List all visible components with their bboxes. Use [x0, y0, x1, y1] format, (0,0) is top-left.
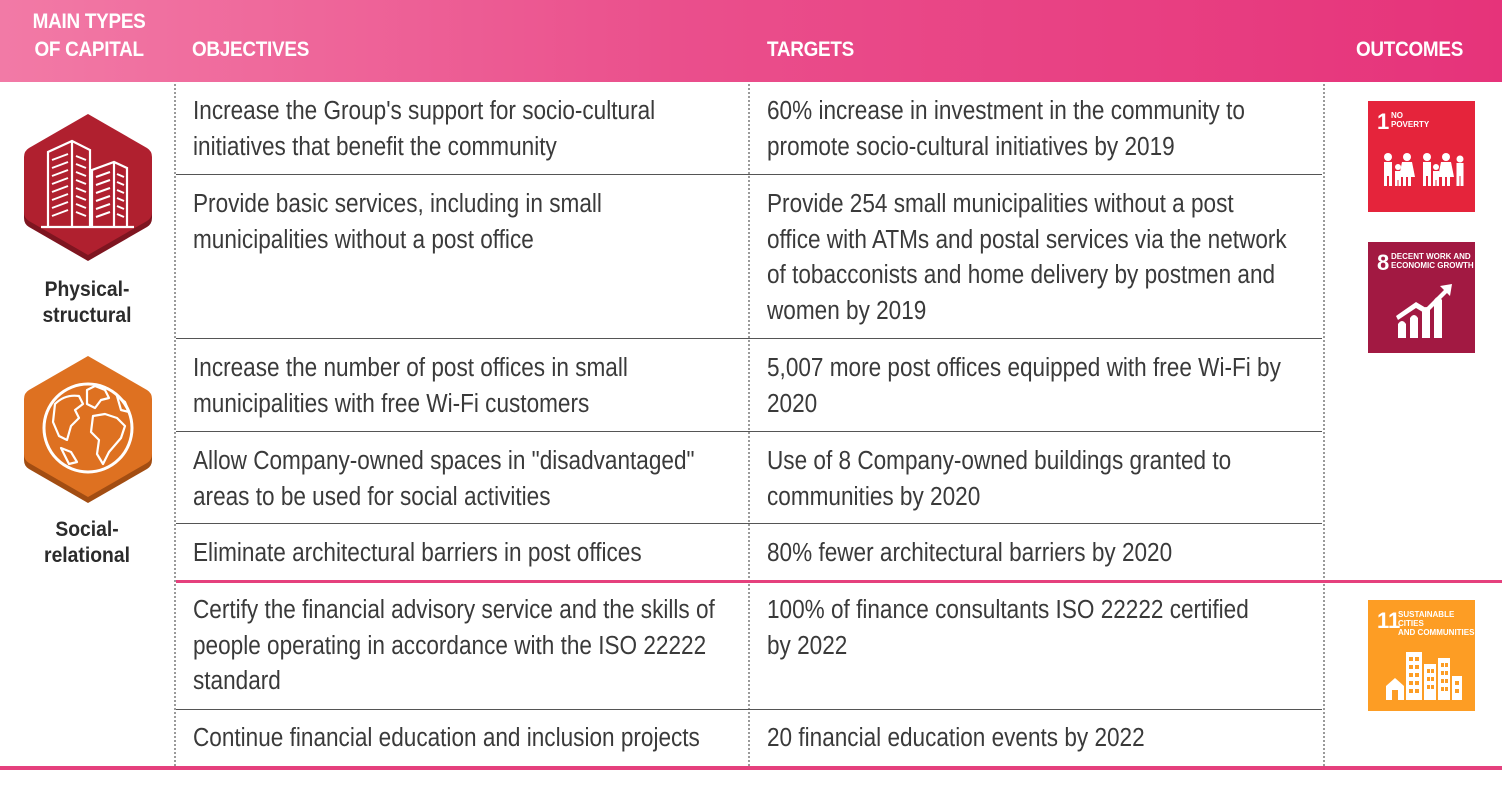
- column-divider-middle: [748, 84, 750, 766]
- sdg-title-line: SUSTAINABLE CITIES: [1398, 610, 1455, 628]
- cell-line: areas to be used for social activities: [193, 482, 551, 511]
- cell-line: municipalities with free Wi-Fi customers: [193, 389, 590, 418]
- capital-label-social-relational: [18, 517, 156, 569]
- objective-cell: [193, 351, 628, 422]
- family-icon: [1368, 101, 1475, 212]
- sdg-11-sustainable-cities-badge: [1368, 600, 1475, 711]
- social-relational-capital-badge: [21, 356, 155, 508]
- objective-cell: [193, 536, 642, 572]
- row-divider: [176, 174, 1322, 175]
- cell-line: municipalities without a post office: [193, 225, 534, 254]
- sdg-title-line: ECONOMIC GROWTH: [1391, 261, 1474, 270]
- cell-line: 5,007 more post offices equipped with free Wi-Fi by: [767, 354, 1281, 382]
- row-divider: [176, 709, 1322, 710]
- target-cell: [767, 721, 1145, 757]
- target-cell: [767, 94, 1245, 165]
- cell-line: Provide basic services, including in small: [193, 190, 602, 218]
- objective-cell: [193, 187, 602, 258]
- cell-line: Certify the financial advisory service and the skills of: [193, 596, 715, 624]
- table-bottom-border: [0, 766, 1502, 770]
- objective-cell: [193, 94, 655, 165]
- cell-line: 20 financial education events by 2022: [767, 724, 1145, 752]
- cell-line: communities by 2020: [767, 482, 981, 511]
- cell-line: initiatives that benefit the community: [193, 132, 557, 161]
- target-cell: [767, 351, 1281, 422]
- section-divider: [176, 580, 1502, 583]
- sdg-title-line: DECENT WORK AND: [1391, 252, 1471, 261]
- capital-label-physical-structural: [18, 277, 156, 329]
- cell-line: 80% fewer architectural barriers by 2020: [767, 539, 1173, 567]
- cell-line: promote socio-cultural initiatives by 2019: [767, 132, 1175, 161]
- sdg-number: 1: [1377, 109, 1390, 134]
- target-cell: [767, 444, 1231, 515]
- capital-label-line: structural: [42, 304, 132, 327]
- header-outcomes: OUTCOMES: [1356, 38, 1464, 61]
- target-cell: [767, 187, 1287, 329]
- row-divider: [176, 431, 1322, 432]
- city-icon: [1368, 600, 1475, 711]
- objective-cell: [193, 444, 695, 515]
- cell-line: of tobacconists and home delivery by postmen and: [767, 261, 1276, 289]
- header-targets: TARGETS: [767, 38, 855, 61]
- header-main-types-of-capital: [27, 8, 151, 64]
- cell-line: people operating in accordance with the ISO 22222: [193, 631, 707, 660]
- cell-line: 60% increase in investment in the community to: [767, 97, 1245, 125]
- cell-line: standard: [193, 667, 281, 695]
- header-capital-line-1: MAIN TYPES: [32, 10, 146, 33]
- sdg-1-no-poverty-badge: [1368, 101, 1475, 212]
- capital-label-line: relational: [44, 544, 130, 567]
- physical-structural-capital-badge: [21, 114, 155, 266]
- column-divider-left: [174, 84, 176, 766]
- target-cell: [767, 593, 1249, 664]
- cell-line: by 2022: [767, 631, 848, 660]
- row-divider: [176, 523, 1322, 524]
- header-capital-line-2: OF CAPITAL: [34, 38, 144, 61]
- sdg-title-line: NO: [1391, 111, 1403, 120]
- objective-cell: [193, 593, 715, 700]
- cell-line: Increase the Group's support for socio-cultural: [193, 97, 656, 125]
- sdg-title-line: AND COMMUNITIES: [1398, 628, 1475, 637]
- sdg-number: 11: [1377, 608, 1401, 633]
- sdg-title-line: POVERTY: [1391, 120, 1430, 129]
- capital-label-line: Social-: [55, 518, 119, 541]
- sdg-8-decent-work-badge: [1368, 242, 1475, 353]
- cell-line: women by 2019: [767, 296, 927, 325]
- row-divider: [176, 338, 1322, 339]
- buildings-icon: [21, 114, 155, 266]
- cell-line: Use of 8 Company-owned buildings granted to: [767, 447, 1232, 475]
- cell-line: Continue financial education and inclusion projects: [193, 724, 700, 752]
- cell-line: Increase the number of post offices in small: [193, 354, 628, 382]
- capital-label-line: Physical-: [44, 278, 130, 301]
- sdg-number: 8: [1377, 250, 1390, 275]
- cell-line: 100% of finance consultants ISO 22222 certified: [767, 596, 1249, 624]
- cell-line: Allow Company-owned spaces in "disadvantaged": [193, 447, 695, 475]
- cell-line: Provide 254 small municipalities without a post: [767, 190, 1234, 218]
- column-divider-right: [1323, 84, 1325, 766]
- cell-line: Eliminate architectural barriers in post offices: [193, 539, 642, 567]
- objective-cell: [193, 721, 700, 757]
- globe-icon: [21, 356, 155, 508]
- target-cell: [767, 536, 1172, 572]
- cell-line: 2020: [767, 389, 818, 418]
- header-objectives: OBJECTIVES: [192, 38, 310, 61]
- growth-chart-icon: [1368, 242, 1475, 353]
- cell-line: office with ATMs and postal services via the network: [767, 225, 1287, 254]
- table-header: [0, 0, 1502, 82]
